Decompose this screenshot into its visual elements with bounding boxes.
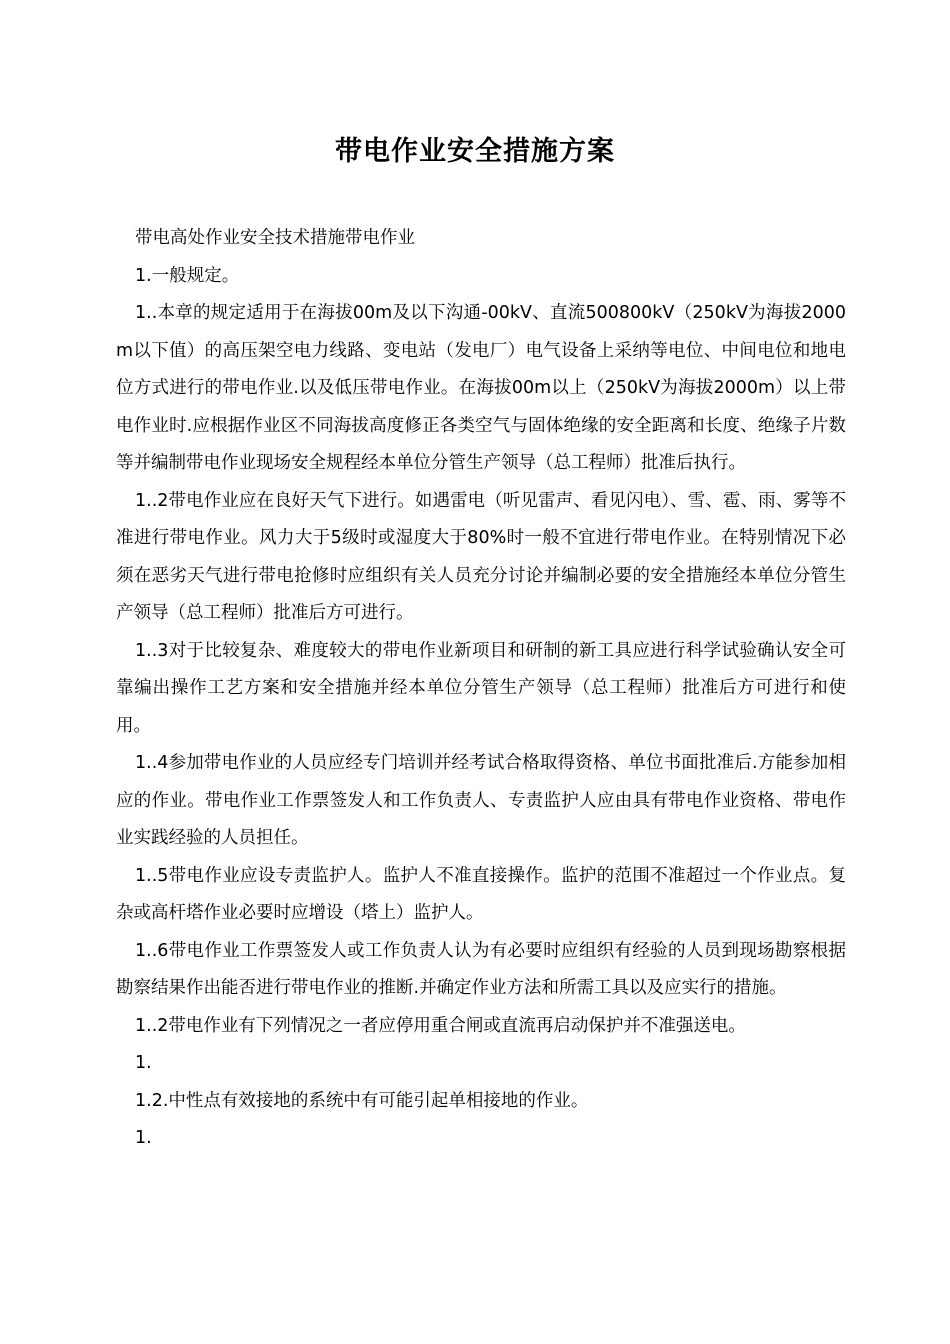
document-body <box>116 220 846 1158</box>
paragraph-personnel: 1..4参加带电作业的人员应经专门培训并经考试合格取得资格、单位书面批准后.方能参加相应的作业。带电作业工作票签发人和工作负责人、专责监护人应由具有带电作业资格、带电作业实践经验的人员担任。 <box>116 753 846 848</box>
paragraph-grounding: 1.2.中性点有效接地的系统中有可能引起单相接地的作业。 <box>135 1090 589 1111</box>
paragraph-weather: 1..2带电作业应在良好天气下进行。如遇雷电（听见雷声、看见闪电）、雪、雹、雨、雾等不准进行带电作业。风力大于5级时或湿度大于80%时一般不宜进行带电作业。在特别情况下必须在恶劣天气进行带电抢修时应组织有关人员充分讨论并编制必要的安全措施经本单位分管生产领导（总工程师）批准后方可进行。 <box>116 490 846 623</box>
paragraph-general-rules: 1.一般规定。 <box>135 265 240 286</box>
paragraph-new-projects: 1..3对于比较复杂、难度较大的带电作业新项目和研制的新工具应进行科学试验确认安全可靠编出操作工艺方案和安全措施并经本单位分管生产领导（总工程师）批准后方可进行和使用。 <box>116 640 846 736</box>
paragraph-heading: 带电高处作业安全技术措施带电作业 <box>135 228 415 248</box>
paragraph-reclosing: 1..2带电作业有下列情况之一者应停用重合闸或直流再启动保护并不准强送电。 <box>135 1015 746 1036</box>
document-title: 带电作业安全措施方案 <box>335 136 615 167</box>
paragraph-survey: 1..6带电作业工作票签发人或工作负责人认为有必要时应组织有经验的人员到现场勘察根据勘察结果作出能否进行带电作业的推断.并确定作业方法和所需工具以及应实行的措施。 <box>116 940 846 998</box>
paragraph-item: 1. <box>135 1128 152 1148</box>
paragraph-item: 1. <box>135 1053 152 1073</box>
paragraph-scope: 1..本章的规定适用于在海拔00m及以下沟通-00kV、直流500800kV（250kV为海拔2000m以下值）的高压架空电力线路、变电站（发电厂）电气设备上采纳等电位、中间电位和地电位方式进行的带电作业.以及低压带电作业。在海拔00m以上（250kV为海拔2000m）以上带电作业时.应根据作业区不同海拔高度修正各类空气与固体绝缘的安全距离和长度、绝缘子片数等并编制带电作业现场安全规程经本单位分管生产领导（总工程师）批准后执行。 <box>116 303 846 473</box>
paragraph-supervisor: 1..5带电作业应设专责监护人。监护人不准直接操作。监护的范围不准超过一个作业点。复杂或高杆塔作业必要时应增设（塔上）监护人。 <box>116 865 846 923</box>
